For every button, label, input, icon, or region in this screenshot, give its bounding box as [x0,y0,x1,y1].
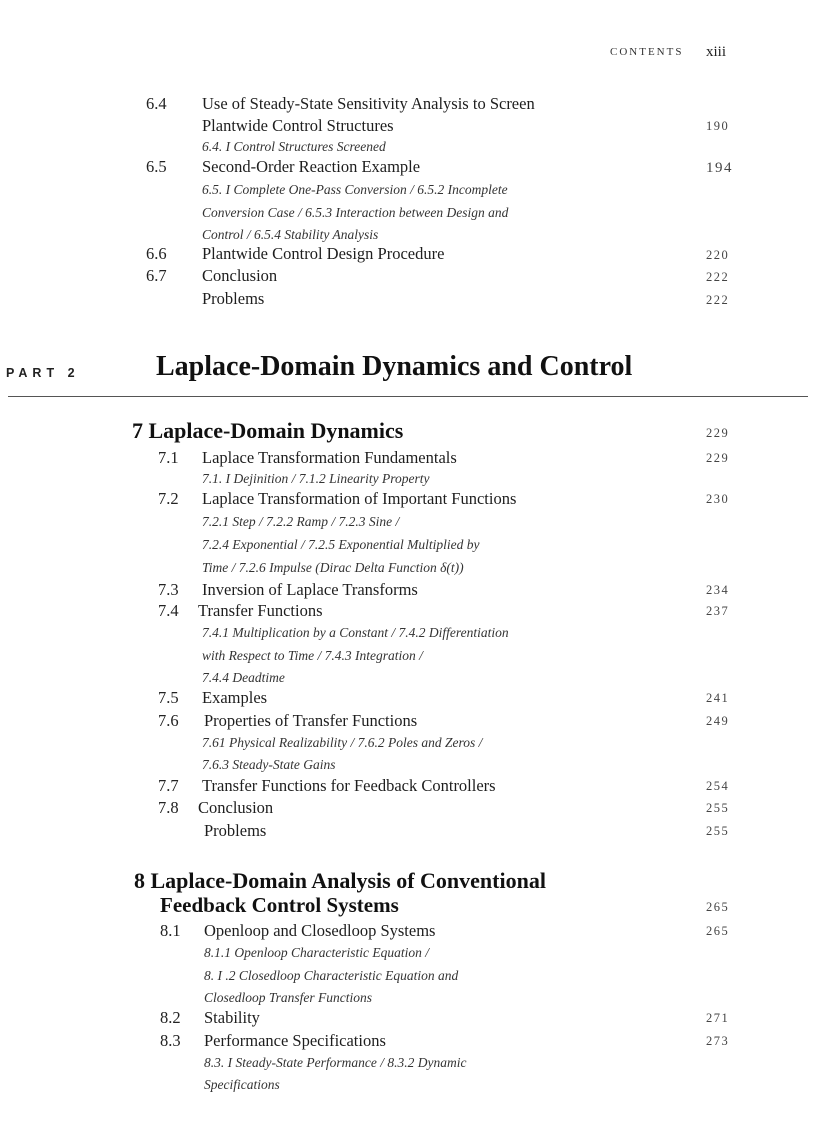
section-number: 7.7 [158,776,179,795]
section-title: Problems [204,821,267,840]
section-title: Laplace Transformation Fundamentals [202,448,457,467]
page-ref: 241 [706,691,730,705]
part-title: Laplace-Domain Dynamics and Control [156,351,633,382]
subsection-list: 8. I .2 Closedloop Characteristic Equation and [204,968,459,983]
part-label: PART 2 [6,366,80,380]
subsection-list: 6.4. I Control Structures Screened [202,139,386,154]
section-number: 7.3 [158,580,179,599]
section-number: 7.5 [158,688,179,707]
page-ref: 234 [706,583,730,597]
section-title: Use of Steady-State Sensitivity Analysis to Screen [202,94,535,113]
subsection-list: 7.2.1 Step / 7.2.2 Ramp / 7.2.3 Sine / [202,514,400,529]
section-title: Problems [202,289,265,308]
page-ref: 237 [706,604,730,618]
section-number: 6.6 [146,244,167,263]
section-number: 7.2 [158,489,179,508]
page-number: xiii [706,44,727,60]
page-ref: 249 [706,714,730,728]
chapter-title: 8 Laplace-Domain Analysis of Conventional [134,868,546,893]
subsection-list: Closedloop Transfer Functions [204,990,373,1005]
page-ref: 222 [706,293,730,307]
section-number: 7.1 [158,448,179,467]
subsection-list: 8.1.1 Openloop Characteristic Equation / [204,945,429,960]
page-ref: 230 [706,492,730,506]
subsection-list: Time / 7.2.6 Impulse (Dirac Delta Function δ(t)) [202,560,464,575]
section-title: Properties of Transfer Functions [204,711,418,730]
section-title: Conclusion [202,266,278,285]
page-ref: 265 [706,924,730,938]
subsection-list: Control / 6.5.4 Stability Analysis [202,227,379,242]
chapter-title-line-2: Feedback Control Systems [160,893,399,917]
section-number: 6.7 [146,266,167,285]
section-number: 8.2 [160,1008,181,1027]
section-title: Performance Specifications [204,1031,386,1050]
section-title: Laplace Transformation of Important Functions [202,489,517,508]
section-title: Transfer Functions [198,601,323,620]
page-ref: 273 [706,1034,730,1048]
chapter-title: 7 Laplace-Domain Dynamics [132,418,404,443]
running-header-contents: CONTENTS [610,46,684,58]
page-ref: 271 [706,1011,730,1025]
section-number: 8.1 [160,921,181,940]
subsection-list: 7.61 Physical Realizability / 7.6.2 Poles and Zeros / [202,735,483,750]
section-number: 6.4 [146,94,167,113]
page-ref: 265 [706,900,730,914]
section-title: Stability [204,1008,260,1027]
section-title: Examples [202,688,268,707]
section-number: 7.6 [158,711,179,730]
page-ref: 229 [706,451,730,465]
page-ref: 190 [706,119,730,133]
section-number: 7.4 [158,601,179,620]
subsection-list: Specifications [204,1077,280,1092]
section-title: Inversion of Laplace Transforms [202,580,418,599]
page-ref: 254 [706,779,730,793]
part-divider [8,396,808,397]
subsection-list: 7.2.4 Exponential / 7.2.5 Exponential Multiplied by [202,537,480,552]
section-number: 8.3 [160,1031,181,1050]
section-title: Plantwide Control Design Procedure [202,244,445,263]
subsection-list: 7.4.1 Multiplication by a Constant / 7.4.2 Differentiation [202,625,509,640]
subsection-list: 6.5. I Complete One-Pass Conversion / 6.5.2 Incomplete [202,182,508,197]
page-ref: 194 [706,160,733,176]
section-number: 6.5 [146,157,167,176]
subsection-list: 7.6.3 Steady-State Gains [202,757,336,772]
page-ref: 222 [706,270,730,284]
section-title: Second-Order Reaction Example [202,157,421,176]
page-ref: 229 [706,426,730,440]
section-title: Plantwide Control Structures [202,116,394,135]
page-ref: 255 [706,801,730,815]
page-ref: 220 [706,248,730,262]
section-number: 7.8 [158,798,179,817]
page-ref: 255 [706,824,730,838]
subsection-list: 8.3. I Steady-State Performance / 8.3.2 Dynamic [204,1055,467,1070]
section-title: Openloop and Closedloop Systems [204,921,436,940]
section-title: Conclusion [198,798,274,817]
subsection-list: 7.4.4 Deadtime [202,670,285,685]
subsection-list: with Respect to Time / 7.4.3 Integration / [202,648,423,663]
subsection-list: 7.1. I Dejinition / 7.1.2 Linearity Property [202,471,430,486]
subsection-list: Conversion Case / 6.5.3 Interaction between Design and [202,205,509,220]
section-title: Transfer Functions for Feedback Controllers [202,776,496,795]
